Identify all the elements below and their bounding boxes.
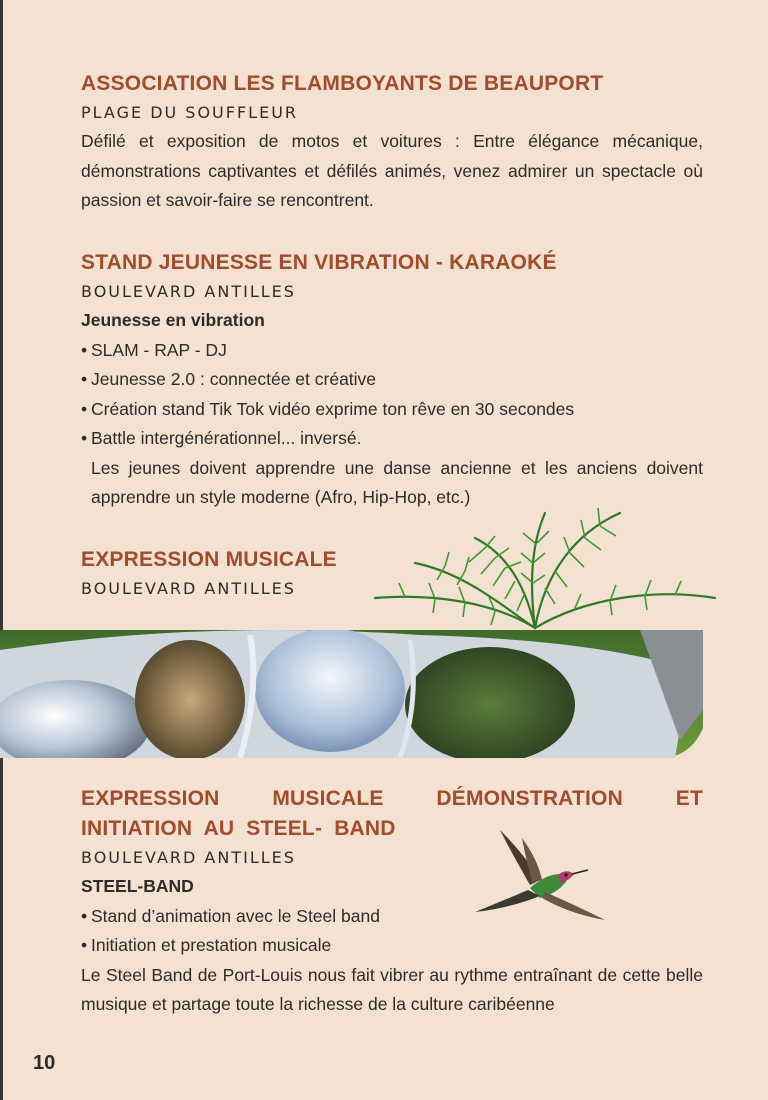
list-item: • Jeunesse 2.0 : connectée et créative <box>81 369 377 389</box>
hummingbird-image <box>470 830 610 925</box>
section-location: BOULEVARD ANTILLES <box>81 282 296 301</box>
list-item: • SLAM - RAP - DJ <box>81 339 227 360</box>
section-location: BOULEVARD ANTILLES <box>81 579 296 598</box>
page-edge-rule <box>0 0 3 1100</box>
section-description: Le Steel Band de Port-Louis nous fait vibrer au rythme entraînant de cette belle musique et partage toute la richesse de la culture caribéenne <box>81 964 703 1014</box>
section-description: Les jeunes doivent apprendre une danse ancienne et les anciens doivent apprendre un style moderne (Afro, Hip-Hop, etc.) <box>91 457 703 507</box>
section-title: EXPRESSION MUSICALE DÉMONSTRATION ET INITIATION AU STEEL- BAND <box>81 787 703 840</box>
section-expression-musicale <box>81 545 703 603</box>
section-flamboyants <box>81 69 703 216</box>
list-item: • Initiation et prestation musicale <box>81 935 332 955</box>
section-location: BOULEVARD ANTILLES <box>81 848 296 867</box>
section-location: PLAGE DU SOUFFLEUR <box>81 103 299 122</box>
section-title: ASSOCIATION LES FLAMBOYANTS DE BEAUPORT <box>81 72 604 95</box>
section-title: STAND JEUNESSE EN VIBRATION - KARAOKÉ <box>81 251 557 274</box>
section-stand-jeunesse <box>81 248 703 513</box>
section-subtitle: STEEL-BAND <box>81 876 194 896</box>
list-item: • Stand d’animation avec le Steel band <box>81 905 380 926</box>
list-item: • Battle intergénérationnel... inversé. <box>81 428 362 448</box>
section-description: Défilé et exposition de motos et voitures : Entre élégance mécanique, démonstrations captivantes et défilés animés, venez admirer un spectacle où passion et savoir-faire se rencontrent. <box>81 131 703 210</box>
section-subtitle: Jeunesse en vibration <box>81 310 265 330</box>
page-number: 10 <box>33 1052 56 1074</box>
list-item: • Création stand Tik Tok vidéo exprime ton rêve en 30 secondes <box>81 398 575 419</box>
steel-pan-photo <box>0 630 703 758</box>
section-title: EXPRESSION MUSICALE <box>81 548 337 571</box>
